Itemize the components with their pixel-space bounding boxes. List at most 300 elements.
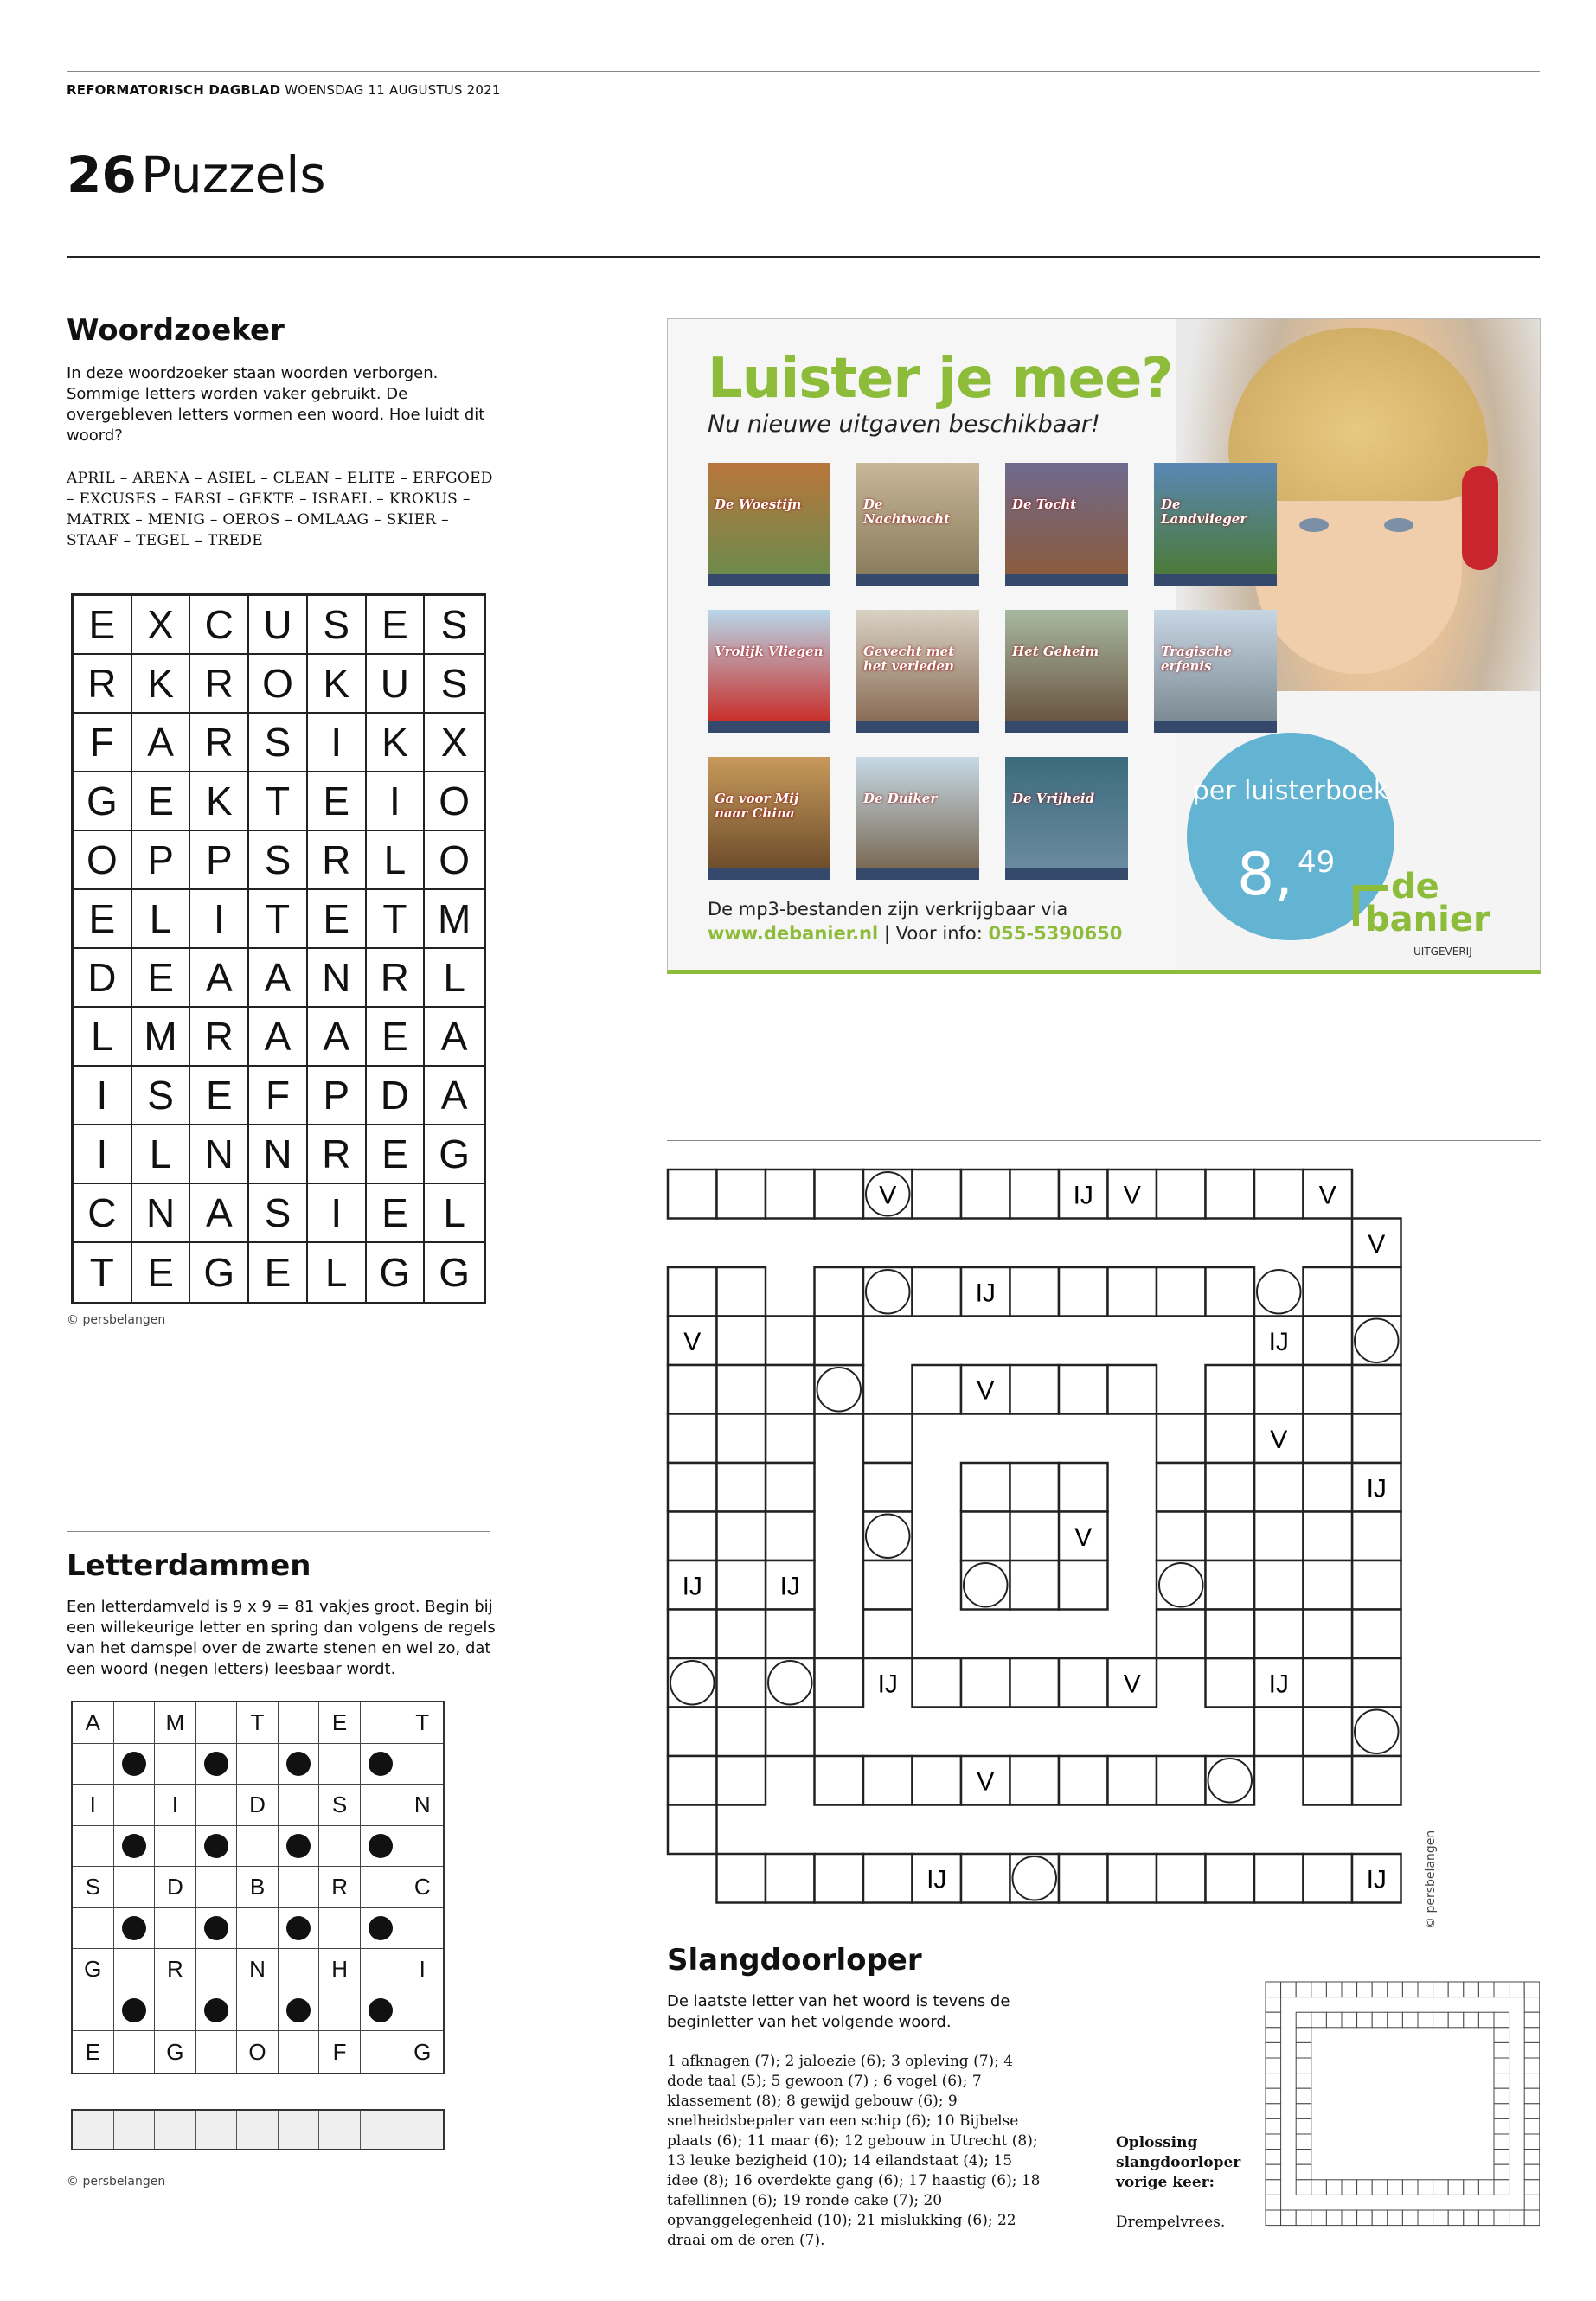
mini-cell (1478, 1982, 1494, 1997)
snake-cell[interactable] (815, 1854, 864, 1903)
snake-cell[interactable] (863, 1610, 913, 1659)
snake-cell[interactable] (668, 1463, 717, 1512)
snake-cell[interactable] (815, 1658, 864, 1708)
snake-hint-letter: IJ (975, 1279, 996, 1308)
snake-cell[interactable] (863, 1854, 913, 1903)
snake-cell[interactable] (1059, 1756, 1108, 1805)
grid-letter[interactable]: U (367, 655, 426, 714)
grid-letter[interactable]: L (425, 949, 484, 1008)
woordzoeker-wordlist: APRIL – ARENA – ASIEL – CLEAN – ELITE – ERFGOED – EXCUSES – FARSI – GEKTE – ISRAEL – KROKUS – MATRIX – MENIG – OEROS – OMLAAG – SKIER – STAAF – TEGEL – TREDE (67, 470, 493, 549)
answer-box[interactable] (401, 2111, 443, 2149)
stone-icon (204, 1834, 228, 1858)
grid-letter[interactable]: N (190, 1125, 249, 1184)
grid-letter[interactable]: A (249, 949, 308, 1008)
snake-cell[interactable] (1304, 1512, 1353, 1561)
mini-cell (1311, 2012, 1327, 2028)
snake-cell[interactable] (1352, 1365, 1401, 1414)
mini-cell (1418, 1982, 1433, 1997)
grid-letter[interactable]: R (190, 714, 249, 772)
book-cover[interactable]: De Duiker (856, 757, 979, 880)
solution-text: Drempelvrees. (1116, 2214, 1226, 2231)
black-stone (114, 1826, 156, 1868)
snake-cell[interactable] (1157, 1854, 1206, 1903)
grid-letter[interactable]: L (367, 831, 426, 890)
grid-letter[interactable]: S (308, 596, 367, 655)
answer-box[interactable] (155, 2111, 196, 2149)
grid-letter[interactable]: P (190, 831, 249, 890)
mini-cell (1494, 2088, 1509, 2104)
mini-cell (1388, 2180, 1403, 2195)
mini-cell (1494, 1982, 1509, 1997)
grid-letter[interactable]: R (190, 1008, 249, 1067)
snake-cell[interactable] (863, 1756, 913, 1805)
grid-letter[interactable]: G (74, 772, 132, 831)
snake-cell[interactable] (668, 1512, 717, 1561)
snake-cell[interactable] (1304, 1463, 1353, 1512)
snake-cell[interactable] (1206, 1170, 1255, 1219)
snake-cell[interactable] (717, 1756, 766, 1805)
grid-letter[interactable]: K (190, 772, 249, 831)
snake-cell[interactable] (1157, 1610, 1206, 1659)
snake-cell[interactable] (668, 1708, 717, 1757)
grid-letter[interactable]: N (308, 949, 367, 1008)
grid-letter[interactable]: L (74, 1008, 132, 1067)
snake-cell[interactable] (1206, 1414, 1255, 1464)
mini-cell (1494, 2058, 1509, 2073)
snake-cell[interactable] (1206, 1512, 1255, 1561)
grid-letter[interactable]: M (425, 890, 484, 949)
grid-letter[interactable]: E (190, 1067, 249, 1125)
grid-letter[interactable]: S (425, 655, 484, 714)
board-letter: S (319, 1785, 361, 1826)
grid-letter[interactable]: A (132, 714, 191, 772)
snake-cell[interactable] (1352, 1414, 1401, 1464)
snake-cell[interactable] (913, 1365, 962, 1414)
snake-cell[interactable] (961, 1561, 1010, 1610)
mini-cell (1357, 2210, 1373, 2226)
grid-letter[interactable]: E (367, 596, 426, 655)
snake-cell[interactable] (668, 1756, 717, 1805)
empty-square (73, 1908, 114, 1950)
snake-cell[interactable] (1059, 1658, 1108, 1708)
empty-square (237, 1826, 279, 1868)
board-letter: R (319, 1867, 361, 1908)
snake-cell[interactable] (717, 1414, 766, 1464)
answer-box[interactable] (319, 2111, 361, 2149)
grid-letter[interactable]: P (308, 1067, 367, 1125)
snake-cell[interactable] (863, 1267, 913, 1317)
answer-box[interactable] (73, 2111, 114, 2149)
snake-cell[interactable] (913, 1267, 962, 1317)
snake-cell[interactable] (1254, 1561, 1304, 1610)
snake-cell[interactable] (1352, 1317, 1401, 1366)
previous-solution-grid (1265, 1981, 1540, 2240)
grid-letter[interactable]: R (190, 655, 249, 714)
snake-cell[interactable] (815, 1365, 864, 1414)
snake-cell[interactable] (766, 1170, 815, 1219)
book-cover[interactable]: De Landvlieger (1154, 463, 1277, 586)
book-cover[interactable]: Gevecht met het verleden (856, 610, 979, 733)
snake-cell[interactable] (1206, 1756, 1255, 1805)
board-letter: N (401, 1785, 443, 1826)
snake-cell[interactable] (1157, 1512, 1206, 1561)
grid-letter[interactable]: A (190, 949, 249, 1008)
grid-letter[interactable]: K (308, 655, 367, 714)
paper-name: REFORMATORISCH DAGBLAD (67, 82, 281, 98)
grid-letter[interactable]: E (367, 1125, 426, 1184)
snake-cell[interactable] (766, 1512, 815, 1561)
mini-cell (1266, 2028, 1281, 2043)
grid-letter[interactable]: O (74, 831, 132, 890)
grid-letter[interactable]: U (249, 596, 308, 655)
empty-square (114, 1785, 156, 1826)
snake-cell[interactable] (1206, 1267, 1255, 1317)
snake-cell[interactable] (1206, 1561, 1255, 1610)
snake-cell[interactable] (1157, 1561, 1206, 1610)
snake-cell[interactable] (766, 1658, 815, 1708)
grid-letter[interactable]: S (425, 596, 484, 655)
book-cover[interactable]: De Vrijheid (1005, 757, 1128, 880)
grid-letter[interactable]: C (190, 596, 249, 655)
empty-square (279, 1867, 320, 1908)
snake-cell[interactable] (863, 1512, 913, 1561)
snake-cell[interactable] (717, 1708, 766, 1757)
mini-cell (1266, 2164, 1281, 2180)
snake-cell[interactable] (1352, 1708, 1401, 1757)
black-stone (279, 1826, 320, 1868)
snake-cell[interactable] (1206, 1610, 1255, 1659)
snake-cell[interactable] (1206, 1463, 1255, 1512)
grid-letter[interactable]: R (74, 655, 132, 714)
grid-letter[interactable]: K (132, 655, 191, 714)
snake-cell[interactable] (1108, 1365, 1157, 1414)
snake-cell[interactable] (668, 1805, 717, 1855)
mini-cell (1311, 2210, 1327, 2226)
grid-letter[interactable]: L (425, 1184, 484, 1243)
snake-cell[interactable] (1254, 1854, 1304, 1903)
grid-letter[interactable]: A (425, 1067, 484, 1125)
book-cover[interactable]: Het Geheim (1005, 610, 1128, 733)
snake-cell[interactable] (766, 1610, 815, 1659)
snake-cell[interactable] (1157, 1170, 1206, 1219)
snake-cell[interactable] (717, 1267, 766, 1317)
snake-cell[interactable] (717, 1658, 766, 1708)
snake-cell[interactable] (1352, 1658, 1401, 1708)
snake-cell[interactable] (1352, 1561, 1401, 1610)
snake-cell[interactable] (961, 1463, 1010, 1512)
snake-cell[interactable] (815, 1317, 864, 1366)
grid-letter[interactable]: I (74, 1067, 132, 1125)
empty-square (155, 1744, 196, 1785)
snake-cell[interactable] (1206, 1365, 1255, 1414)
credit: © persbelangen (1424, 1830, 1438, 1929)
grid-letter[interactable]: T (249, 890, 308, 949)
grid-letter[interactable]: S (249, 1184, 308, 1243)
grid-letter[interactable]: D (74, 949, 132, 1008)
snake-cell[interactable] (717, 1610, 766, 1659)
empty-square (196, 1785, 238, 1826)
mini-cell (1296, 2134, 1311, 2150)
grid-letter[interactable]: S (132, 1067, 191, 1125)
answer-box[interactable] (361, 2111, 402, 2149)
snake-hint-letter: V (1074, 1522, 1093, 1552)
snake-cell[interactable] (1010, 1561, 1060, 1610)
snake-cell[interactable] (766, 1708, 815, 1757)
grid-letter[interactable]: E (74, 596, 132, 655)
snake-cell[interactable] (1157, 1267, 1206, 1317)
phone-number[interactable]: 055-5390650 (988, 923, 1123, 944)
grid-letter[interactable]: D (367, 1067, 426, 1125)
grid-letter[interactable]: I (367, 772, 426, 831)
snake-cell[interactable] (1059, 1561, 1108, 1610)
snake-cell[interactable] (1304, 1365, 1353, 1414)
answer-box[interactable] (196, 2111, 238, 2149)
grid-letter[interactable]: O (425, 831, 484, 890)
snake-cell[interactable] (766, 1854, 815, 1903)
snake-cell[interactable] (1059, 1463, 1108, 1512)
answer-box[interactable] (279, 2111, 320, 2149)
grid-letter[interactable]: R (308, 1125, 367, 1184)
mini-cell (1494, 2028, 1509, 2043)
snake-cell[interactable] (1304, 1317, 1353, 1366)
mini-cell (1296, 2058, 1311, 2073)
website-link[interactable]: www.debanier.nl (708, 923, 879, 944)
snake-cell[interactable] (668, 1610, 717, 1659)
snake-cell[interactable] (1010, 1854, 1060, 1903)
grid-letter[interactable]: X (132, 596, 191, 655)
snake-cell[interactable] (961, 1170, 1010, 1219)
snake-cell[interactable] (815, 1267, 864, 1317)
snake-cell[interactable] (815, 1170, 864, 1219)
snake-puzzle-grid (666, 1168, 1479, 1929)
empty-square (361, 2031, 402, 2073)
mini-cell (1266, 2073, 1281, 2089)
snake-cell[interactable] (668, 1170, 717, 1219)
snake-cell[interactable] (1010, 1267, 1060, 1317)
snake-cell[interactable] (1304, 1414, 1353, 1464)
book-cover[interactable]: Vrolijk Vliegen (708, 610, 830, 733)
snake-cell[interactable] (1254, 1365, 1304, 1414)
grid-letter[interactable]: E (249, 1243, 308, 1302)
grid-letter[interactable]: E (367, 1184, 426, 1243)
grid-letter[interactable]: E (132, 772, 191, 831)
snake-hint-letter: IJ (1073, 1181, 1093, 1210)
grid-letter[interactable]: S (249, 714, 308, 772)
book-cover[interactable]: Ga voor Mij naar China (708, 757, 830, 880)
snake-cell[interactable] (863, 1463, 913, 1512)
snake-cell[interactable] (1108, 1854, 1157, 1903)
snake-cell[interactable] (1059, 1854, 1108, 1903)
empty-square (319, 1908, 361, 1950)
snake-cell[interactable] (717, 1317, 766, 1366)
grid-letter[interactable]: F (74, 714, 132, 772)
snake-cell[interactable] (1352, 1267, 1401, 1317)
advertisement[interactable] (667, 318, 1541, 974)
grid-letter[interactable]: E (132, 1243, 191, 1302)
book-cover[interactable]: De Tocht (1005, 463, 1128, 586)
grid-letter[interactable]: F (249, 1067, 308, 1125)
grid-letter[interactable]: N (132, 1184, 191, 1243)
mini-cell (1326, 2012, 1342, 2028)
snake-cell[interactable] (863, 1561, 913, 1610)
grid-letter[interactable]: I (308, 714, 367, 772)
grid-letter[interactable]: G (439, 1250, 471, 1295)
grid-letter[interactable]: A (308, 1008, 367, 1067)
snake-cell[interactable] (1010, 1170, 1060, 1219)
board-letter: O (237, 2031, 279, 2073)
empty-square (319, 1990, 361, 2032)
grid-letter[interactable]: N (249, 1125, 308, 1184)
snake-cell[interactable] (1010, 1463, 1060, 1512)
grid-letter[interactable]: E (132, 949, 191, 1008)
snake-cell[interactable] (1304, 1561, 1353, 1610)
snake-cell[interactable] (815, 1756, 864, 1805)
grid-letter[interactable]: I (190, 890, 249, 949)
snake-cell[interactable] (1206, 1854, 1255, 1903)
snake-cell[interactable] (1108, 1267, 1157, 1317)
snake-cell[interactable] (1254, 1463, 1304, 1512)
snake-cell[interactable] (1352, 1610, 1401, 1659)
grid-letter[interactable]: T (74, 1243, 132, 1302)
grid-letter[interactable]: A (190, 1184, 249, 1243)
snake-cell[interactable] (668, 1414, 717, 1464)
grid-letter[interactable]: I (308, 1184, 367, 1243)
answer-box[interactable] (114, 2111, 156, 2149)
snake-cell[interactable] (717, 1365, 766, 1414)
answer-box[interactable] (237, 2111, 279, 2149)
mini-cell (1402, 2210, 1418, 2226)
grid-letter[interactable]: S (249, 831, 308, 890)
grid-letter[interactable]: E (308, 890, 367, 949)
snake-cell[interactable] (913, 1170, 962, 1219)
snake-cell[interactable] (668, 1267, 717, 1317)
snake-cell[interactable] (1010, 1658, 1060, 1708)
grid-letter[interactable]: O (249, 655, 308, 714)
board-letter: H (319, 1949, 361, 1990)
book-cover[interactable]: De Woestijn (708, 463, 830, 586)
answer-boxes[interactable] (71, 2109, 445, 2150)
grid-letter[interactable]: M (132, 1008, 191, 1067)
snake-cell[interactable] (668, 1365, 717, 1414)
snake-cell[interactable] (1254, 1170, 1304, 1219)
snake-cell[interactable] (766, 1414, 815, 1464)
snake-cell[interactable] (1010, 1365, 1060, 1414)
mini-cell (1478, 2012, 1494, 2028)
mini-cell (1524, 2150, 1540, 2165)
grid-letter[interactable]: T (249, 772, 308, 831)
snake-cell[interactable] (1059, 1365, 1108, 1414)
stone-icon (369, 1752, 393, 1776)
snake-cell[interactable] (913, 1756, 962, 1805)
book-cover[interactable]: Tragische erfenis (1154, 610, 1277, 733)
board-letter: F (319, 2031, 361, 2073)
mini-cell (1524, 2164, 1540, 2180)
snake-cell[interactable] (1108, 1756, 1157, 1805)
snake-cell[interactable] (668, 1658, 717, 1708)
snake-cell[interactable] (1254, 1610, 1304, 1659)
grid-letter[interactable]: P (132, 831, 191, 890)
snake-cell[interactable] (766, 1365, 815, 1414)
grid-letter[interactable]: T (367, 890, 426, 949)
grid-letter[interactable]: E (367, 1008, 426, 1067)
grid-letter[interactable]: K (367, 714, 426, 772)
grid-letter[interactable]: L (132, 890, 191, 949)
snake-cell[interactable] (863, 1414, 913, 1464)
snake-cell[interactable] (717, 1561, 766, 1610)
board-letter: T (237, 1702, 279, 1744)
snake-cell[interactable] (1352, 1512, 1401, 1561)
snake-cell[interactable] (913, 1658, 962, 1708)
stone-icon (204, 1752, 228, 1776)
snake-hint-letter: IJ (877, 1670, 898, 1699)
snake-cell[interactable] (1254, 1512, 1304, 1561)
snake-cell[interactable] (1157, 1756, 1206, 1805)
grid-letter[interactable]: I (74, 1125, 132, 1184)
grid-letter[interactable]: O (425, 772, 484, 831)
grid-letter[interactable]: A (249, 1008, 308, 1067)
snake-cell[interactable] (766, 1317, 815, 1366)
mini-cell (1266, 2012, 1281, 2028)
snake-cell[interactable] (1206, 1658, 1255, 1708)
snake-cell[interactable] (961, 1854, 1010, 1903)
snake-cell[interactable] (717, 1463, 766, 1512)
mini-cell (1433, 2180, 1449, 2195)
snake-cell[interactable] (1010, 1756, 1060, 1805)
grid-letter[interactable]: L (308, 1243, 367, 1302)
grid-letter[interactable]: C (74, 1184, 132, 1243)
snake-cell[interactable] (1254, 1708, 1304, 1757)
grid-letter[interactable]: E (308, 772, 367, 831)
book-cover[interactable]: De Nachtwacht (856, 463, 979, 586)
grid-letter[interactable]: L (132, 1125, 191, 1184)
snake-cell[interactable] (1304, 1610, 1353, 1659)
snake-cell[interactable] (1304, 1658, 1353, 1708)
snake-cell[interactable] (1157, 1414, 1206, 1464)
snake-cell[interactable] (1304, 1854, 1353, 1903)
mini-cell (1342, 1982, 1357, 1997)
snake-cell[interactable] (1352, 1756, 1401, 1805)
grid-letter[interactable]: E (74, 890, 132, 949)
mini-cell (1311, 1982, 1327, 1997)
letterdammen-title: Letterdammen (67, 1548, 311, 1583)
grid-letter[interactable]: R (367, 949, 426, 1008)
empty-square (361, 1785, 402, 1826)
snake-cell[interactable] (1059, 1267, 1108, 1317)
snake-cell[interactable] (1304, 1756, 1353, 1805)
snake-hint-letter: V (977, 1376, 995, 1406)
mini-cell (1524, 2118, 1540, 2134)
snake-cell[interactable] (961, 1512, 1010, 1561)
mini-cell (1494, 2150, 1509, 2165)
empty-square (196, 1702, 238, 1744)
snake-cell[interactable] (1304, 1708, 1353, 1757)
snake-cell[interactable] (717, 1512, 766, 1561)
grid-letter[interactable]: G (190, 1243, 249, 1302)
snake-cell[interactable] (766, 1463, 815, 1512)
grid-letter[interactable]: G (367, 1243, 426, 1302)
snake-cell[interactable] (961, 1658, 1010, 1708)
snake-cell[interactable] (717, 1854, 766, 1903)
snake-cell[interactable] (717, 1170, 766, 1219)
grid-letter[interactable]: R (308, 831, 367, 890)
snake-cell[interactable] (1157, 1463, 1206, 1512)
grid-letter[interactable]: X (425, 714, 484, 772)
black-stone (361, 1908, 402, 1950)
snake-cell[interactable] (1304, 1267, 1353, 1317)
grid-letter[interactable]: G (425, 1125, 484, 1184)
black-stone (279, 1908, 320, 1950)
grid-letter[interactable]: A (425, 1008, 484, 1067)
